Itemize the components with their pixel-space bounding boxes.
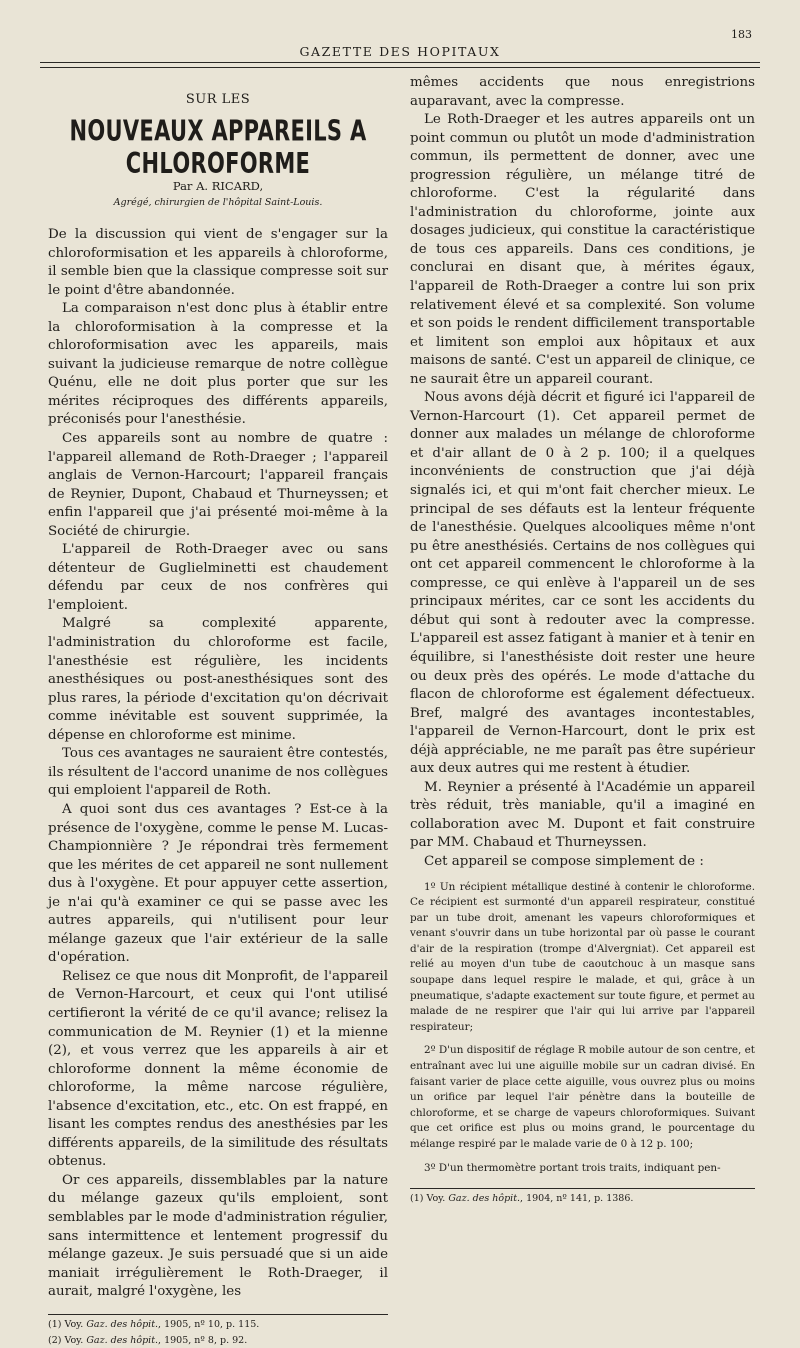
right-column [410,74,755,1206]
paragraph: Relisez ce que nous dit Monprofit, de l'appareil de Vernon-Harcourt, et ceux qui l'ont utilisé certifieront la vérité de ce qu'il avance; relisez la communication de M. Reynier (1) et la mienne (2), et vous verrez que les appareils à air et chloroforme donnent la même économie de chloroforme, la même narcose régulière, l'absence d'excitation, etc., etc. On est frappé, en lisant les comptes rendus des anesthésies par les différents appareils, de la similitude des résultats obtenus. [48,968,388,1170]
paragraph: Or ces appareils, dissemblables par la nature du mélange gazeux qu'ils emploient, sont semblables par le mode d'administration régulier, sans intermittence et lentement progressif du mélange gazeux. Je suis persuadé que si un aide maniait irrégulièrement le Roth-Draeger, il aurait, malgré l'oxygène, les [48,1172,388,1300]
paragraph: Nous avons déjà décrit et figuré ici l'appareil de Vernon-Harcourt (1). Cet appareil permet de donner aux malades un mélange de chloroforme et d'air allant de 0 à 2 p. 100; il a quelques inconvénients de construction que j'ai déjà signalés ici, et qui m'ont fait chercher mieux. Le principal de ses défauts est la lenteur fréquente de l'anesthésie. Quelques alcooliques même n'ont pu être anesthésiés. Certains de nos collègues qui ont cet appareil commencent le chloroforme à la compresse, ce qui enlève à l'appareil un de ses principaux mérites, car ce sont les accidents du début qui sont à redouter avec la compresse. L'appareil est assez fatigant à manier et à tenir en équilibre, si l'anesthésiste doit rester une heure ou deux près des opérés. Le mode d'attache du flacon de chloroforme est également défectueux. Bref, malgré des avantages incontestables, l'appareil de Vernon-Harcourt, dont le prix est déjà appréciable, ne me paraît pas être supérieur aux deux autres qui me restent à étudier. [410,390,755,777]
paragraph: L'appareil de Roth-Draeger avec ou sans détenteur de Guglielminetti est chaudement défendu par ceux de nos confrères qui l'emploient. [48,542,388,613]
footnote-marker: (1) Voy. [410,1193,446,1205]
numbered-note: 3º D'un thermomètre portant trois traits, indiquant pen- [424,1161,721,1174]
left-column [48,74,388,1348]
paragraph: A quoi sont dus ces avantages ? Est-ce à la présence de l'oxygène, comme le pense M. Lucas-Championnière ? Je répondrai très fermement que les mérites de cet appareil ne sont nullement dus à l'oxygène. Et pour appuyer cette assertion, je n'ai qu'à examiner ce qui se passe avec les autres appareils, qui n'utilisent pour leur mélange gazeux que l'air extérieur de la salle d'opération. [48,801,388,966]
article-affiliation: Agrégé, chirurgien de l'hôpital Saint-Louis. [113,197,323,208]
footnote-rule [48,1314,388,1315]
article-byline: Par A. RICARD, [172,179,264,193]
footnote [48,1335,388,1348]
paragraph: Tous ces avantages ne sauraient être contestés, ils résultent de l'accord unanime de nos collègues qui emploient l'appareil de Roth. [48,746,388,799]
paragraph: Ces appareils sont au nombre de quatre : l'appareil allemand de Roth-Draeger ; l'appareil anglais de Vernon-Harcourt; l'appareil français de Reynier, Dupont, Chabaud et Thurneyssen; et enfin l'appareil que j'ai présenté moi-même à la Société de chirurgie. [48,431,388,539]
footnote-journal: Gaz. des hôpit. [86,1318,159,1330]
footnote [410,1193,755,1206]
footnote-journal: Gaz. des hôpit. [86,1335,159,1347]
running-title: GAZETTE DES HOPITAUX [299,44,501,59]
page-number: 183 [731,28,752,41]
paragraph: Malgré sa complexité apparente, l'administration du chloroforme est facile, l'anesthésie est régulière, les incidents anesthésiques ou post-anesthésiques sont des plus rares, la période d'excitation qu'on décrivait comme inévitable est souvent supprimée, la dépense en chloroforme est minime. [48,616,388,743]
footnote [48,1319,388,1332]
paragraph: De la discussion qui vient de s'engager sur la chloroformisation et les appareils à chloroforme, il semble bien que la classique compresse soit sur le point d'être abandonnée. [48,227,388,298]
footnote-journal: Gaz. des hôpit. [448,1193,521,1205]
footnote-marker: (1) Voy. [48,1318,84,1330]
article-title: NOUVEAUX APPAREILS A CHLOROFORME [69,115,367,180]
paragraph: Cet appareil se compose simplement de : [424,853,704,869]
numbered-note: 1º Un récipient métallique destiné à contenir le chloroforme. Ce récipient est surmonté d'un appareil respirateur, constitué par un tube droit, amenant les vapeurs chloroformiques et venant s'ouvrir dans un tube horizontal par où passe le courant d'air de la respiration (trompe d'Alvergniat). Cet appareil est relié au moyen d'un tube de caoutchouc à un masque sans soupape dans lequel respire le malade, et qui, grâce à un pneumatique, s'adapte exactement sur toute figure, et permet au malade de ne respirer que l'air qui lui arrive par l'appareil respirateur; [410,880,755,1033]
header-rule-thin [40,67,760,68]
header-rule [40,62,760,63]
footnote-ref: , 1904, nº 141, p. 1386. [520,1193,634,1205]
footnote-rule [410,1188,755,1189]
article-overline: SUR LES [185,92,251,107]
paragraph: Le Roth-Draeger et les autres appareils ont un point commun ou plutôt un mode d'administration commun, ils permettent de donner, avec une progression régulière, un mélange titré de chloroforme. C'est la régularité dans l'administration du chloroforme, jointe aux dosages judicieux, qui constitue la caractéristique de tous ces appareils. Dans ces conditions, je conclurai en disant que, à mérites égaux, l'appareil de Roth-Draeger a contre lui son prix relativement élevé et sa complexité. Son volume et son poids le rendent difficilement transportable et limitent son emploi aux hôpitaux et aux maisons de santé. C'est un appareil de clinique, ce ne saurait être un appareil courant. [410,112,755,387]
footnote-ref: , 1905, nº 10, p. 115. [158,1318,260,1330]
footnote-marker: (2) Voy. [48,1335,84,1347]
numbered-note: 2º D'un dispositif de réglage R mobile autour de son centre, et entraînant avec lui une aiguille mobile sur un cadran divisé. En faisant varier de place cette aiguille, vous ouvrez plus ou moins un orifice par lequel l'air pénètre dans la bouteille de chloroforme, et se charge de vapeurs chloroformiques. Suivant que cet orifice est plus ou moins grand, le pourcentage du mélange respiré par le malade varie de 0 à 12 p. 100; [410,1044,755,1151]
paragraph: M. Reynier a présenté à l'Académie un appareil très réduit, très maniable, qu'il a imaginé en collaboration avec M. Dupont et fait construire par MM. Chabaud et Thurneyssen. [410,779,755,851]
footnote-ref: , 1905, nº 8, p. 92. [158,1335,248,1347]
paragraph: La comparaison n'est donc plus à établir entre la chloroformisation à la compresse et la chloroformisation avec les appareils, mais suivant la judicieuse remarque de notre collègue Quénu, elle ne doit plus porter que sur les mérites réciproques des différents appareils, préconisés pour l'anesthésie. [48,301,388,428]
paragraph: mêmes accidents que nous enregistrions auparavant, avec la compresse. [410,75,755,109]
